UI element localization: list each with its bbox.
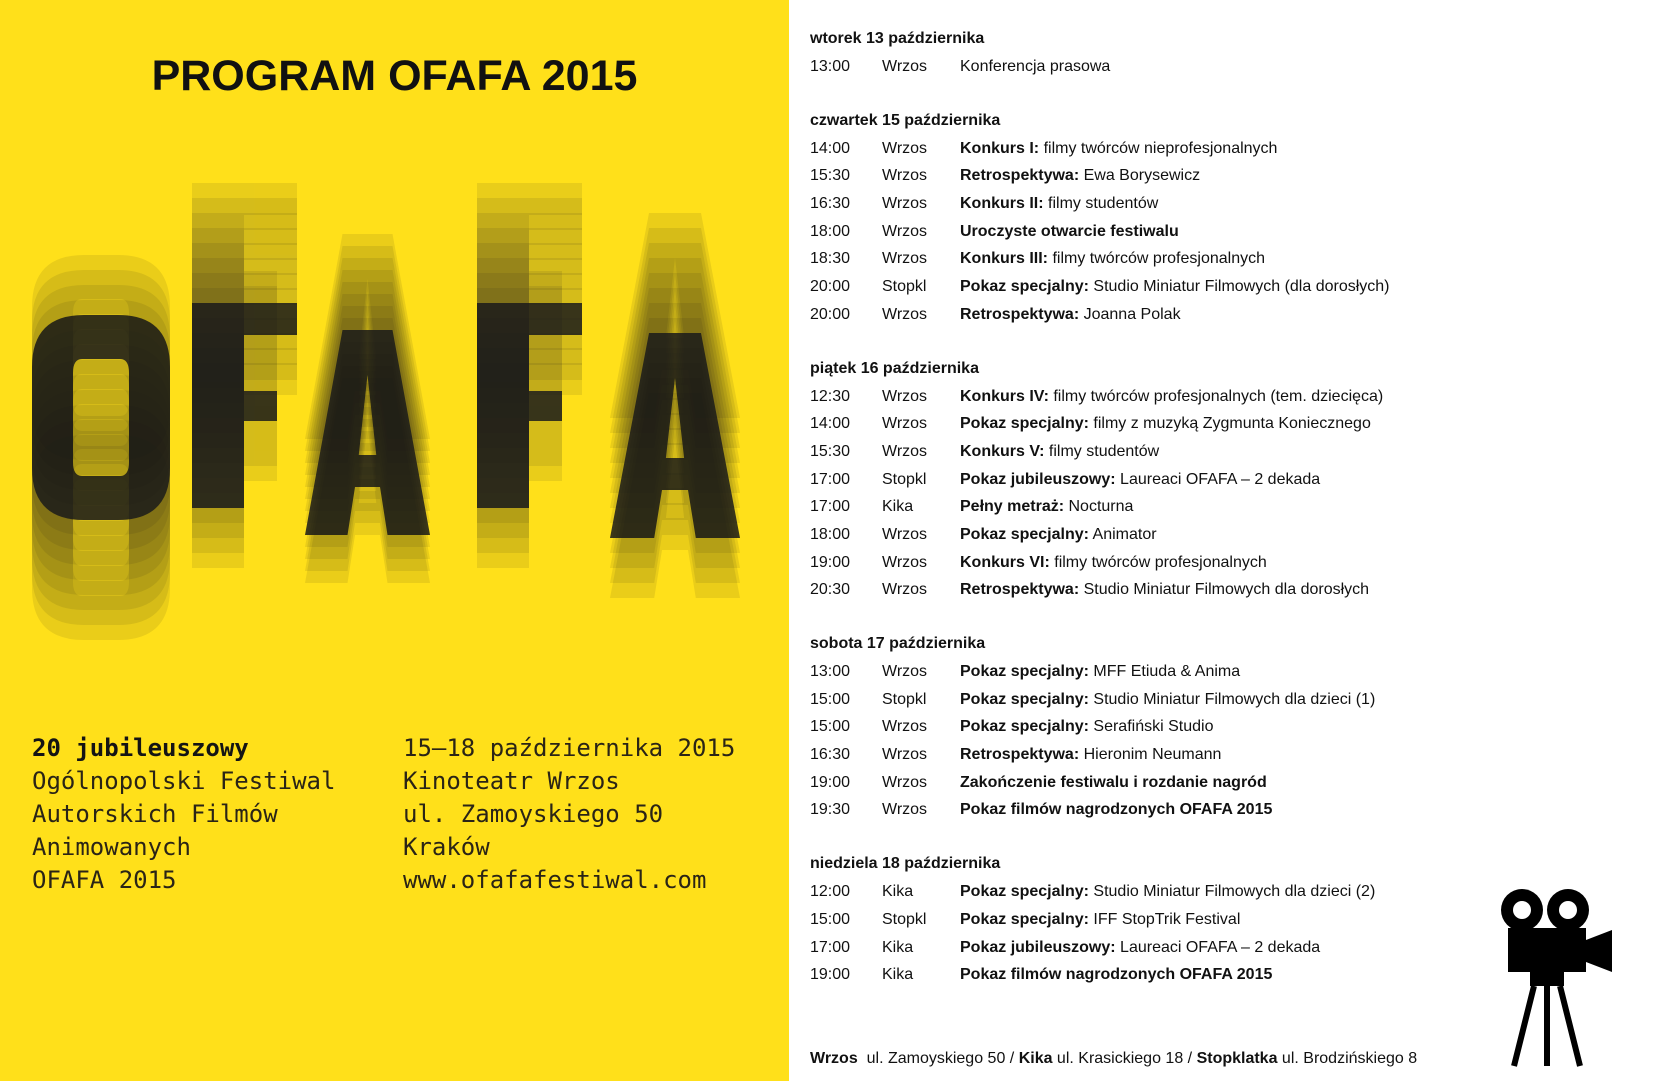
venue-name: Wrzos xyxy=(810,1050,858,1067)
event-title xyxy=(960,162,1200,190)
info_left-line: OFAFA 2015 xyxy=(32,866,177,894)
venue-address: ul. Brodzińskiego 8 xyxy=(1277,1050,1418,1067)
event-time: 14:00 xyxy=(810,415,851,433)
event-venue: Wrzos xyxy=(882,222,928,240)
day-heading: wtorek 13 października xyxy=(810,30,985,47)
event-description: filmy studentów xyxy=(1044,442,1160,460)
event-row xyxy=(810,383,1650,411)
event-title xyxy=(960,796,1272,824)
event-description: Studio Miniatur Filmowych dla dzieci (1) xyxy=(1088,690,1376,708)
venue-address: ul. Zamoyskiego 50 / xyxy=(857,1050,1019,1067)
event-title xyxy=(960,466,1320,494)
event-category: Konkurs II: xyxy=(960,195,1044,213)
event-venue: Wrzos xyxy=(882,139,928,157)
festival-location xyxy=(403,732,735,897)
event-category: Pokaz specjalny: xyxy=(960,525,1089,543)
event-title xyxy=(960,658,1240,686)
event-venue: Kika xyxy=(882,938,914,956)
event-title xyxy=(960,438,1159,466)
event-row xyxy=(810,301,1650,329)
event-row xyxy=(810,273,1650,301)
event-venue: Wrzos xyxy=(882,58,928,75)
event-category: Konkurs VI: xyxy=(960,553,1050,571)
event-title xyxy=(960,521,1157,549)
event-category: Pokaz specjalny: xyxy=(960,415,1089,433)
event-title xyxy=(960,713,1213,741)
event-title xyxy=(960,410,1371,438)
event-row xyxy=(810,245,1650,273)
info_right-line: Kraków xyxy=(403,833,490,861)
event-category: Retrospektywa: xyxy=(960,581,1080,599)
event-time: 17:00 xyxy=(810,938,851,956)
event-title xyxy=(960,493,1133,521)
event-venue: Wrzos xyxy=(882,801,928,819)
event-category: Pokaz specjalny: xyxy=(960,278,1089,296)
schedule-day xyxy=(810,355,1650,605)
event-title xyxy=(960,218,1179,246)
event-category: Konkurs I: xyxy=(960,139,1040,157)
event-time: 15:00 xyxy=(810,910,851,928)
event-category: Pokaz jubileuszowy: xyxy=(960,938,1116,956)
day-heading: czwartek 15 października xyxy=(810,111,1001,129)
event-time: 16:30 xyxy=(810,195,851,213)
schedule-day xyxy=(810,630,1650,824)
event-row xyxy=(810,135,1650,163)
event-description: Joanna Polak xyxy=(1079,305,1181,323)
event-time: 18:00 xyxy=(810,525,851,543)
event-description: MFF Etiuda & Anima xyxy=(1088,663,1241,680)
event-description: filmy twórców profesjonalnych xyxy=(1049,553,1267,571)
event-venue: Wrzos xyxy=(882,663,928,680)
info_right-line: www.ofafafestiwal.com xyxy=(403,866,707,894)
event-title xyxy=(960,135,1277,163)
event-time: 12:30 xyxy=(810,387,851,405)
event-time: 20:00 xyxy=(810,278,851,296)
event-description: Konferencja prasowa xyxy=(960,58,1111,75)
day-heading: niedziela 18 października xyxy=(810,855,1001,873)
event-category: Pokaz specjalny: xyxy=(960,663,1089,680)
event-description: Nocturna xyxy=(1064,498,1134,516)
event-row xyxy=(810,438,1650,466)
schedule-day xyxy=(810,107,1650,329)
event-venue: Wrzos xyxy=(882,195,928,213)
event-title xyxy=(960,576,1369,604)
event-time: 14:00 xyxy=(810,139,851,157)
event-description: filmy twórców profesjonalnych (tem. dziecięca) xyxy=(1048,387,1384,405)
event-time: 15:00 xyxy=(810,690,851,708)
event-category: Pokaz jubileuszowy: xyxy=(960,470,1116,488)
event-row xyxy=(810,796,1650,824)
event-category: Retrospektywa: xyxy=(960,305,1080,323)
event-venue: Wrzos xyxy=(882,415,928,433)
venue-name: Stopklatka xyxy=(1196,1050,1278,1067)
info_left-line: Animowanych xyxy=(32,833,191,861)
event-row xyxy=(810,218,1650,246)
event-time: 19:00 xyxy=(810,553,851,571)
event-category: Pokaz specjalny: xyxy=(960,910,1089,928)
event-time: 19:00 xyxy=(810,966,851,984)
event-title xyxy=(960,190,1158,218)
event-venue: Wrzos xyxy=(882,746,928,764)
event-row xyxy=(810,713,1650,741)
event-category: Konkurs III: xyxy=(960,250,1049,268)
film-camera-icon xyxy=(1500,880,1620,1070)
schedule xyxy=(810,25,1650,1015)
event-row xyxy=(810,658,1650,686)
info_left-line: Autorskich Filmów xyxy=(32,800,278,828)
event-description: IFF StopTrik Festival xyxy=(1088,910,1241,928)
event-row xyxy=(810,576,1650,604)
event-row xyxy=(810,686,1650,714)
event-venue: Wrzos xyxy=(882,553,928,571)
event-description: filmy z muzyką Zygmunta Koniecznego xyxy=(1088,415,1371,433)
event-time: 15:00 xyxy=(810,718,851,736)
event-venue: Wrzos xyxy=(882,525,928,543)
event-description: Serafiński Studio xyxy=(1088,718,1214,736)
event-time: 16:30 xyxy=(810,746,851,764)
event-title xyxy=(960,769,1267,797)
info_left-line: Ogólnopolski Festiwal xyxy=(32,767,336,795)
event-category: Retrospektywa: xyxy=(960,746,1080,764)
event-title xyxy=(960,53,1110,81)
venue-footer xyxy=(810,1050,1417,1068)
venue-name: Kika xyxy=(1018,1050,1053,1067)
event-venue: Stopkl xyxy=(882,690,927,708)
event-time: 20:00 xyxy=(810,305,851,323)
event-description: Studio Miniatur Filmowych (dla dorosłych) xyxy=(1088,278,1390,296)
event-time: 13:00 xyxy=(810,663,851,680)
event-venue: Kika xyxy=(882,498,914,516)
event-row xyxy=(810,53,1650,81)
event-description: filmy twórców nieprofesjonalnych xyxy=(1039,139,1278,157)
event-time: 13:00 xyxy=(810,58,851,75)
event-venue: Stopkl xyxy=(882,278,927,296)
event-category: Pełny metraż: xyxy=(960,498,1065,516)
event-title xyxy=(960,961,1272,989)
event-category: Pokaz specjalny: xyxy=(960,718,1089,736)
info_right-line: Kinoteatr Wrzos xyxy=(403,767,620,795)
event-description: Studio Miniatur Filmowych dla dzieci (2) xyxy=(1088,883,1376,901)
event-title xyxy=(960,273,1390,301)
event-title xyxy=(960,934,1320,962)
poster-panel xyxy=(0,0,789,1081)
info_left-line: 20 jubileuszowy xyxy=(32,734,249,762)
event-row xyxy=(810,466,1650,494)
event-venue: Kika xyxy=(882,966,914,984)
event-row xyxy=(810,549,1650,577)
event-time: 19:30 xyxy=(810,801,851,819)
event-venue: Stopkl xyxy=(882,910,927,928)
day-heading: sobota 17 października xyxy=(810,635,986,652)
event-title xyxy=(960,906,1240,934)
event-time: 18:30 xyxy=(810,250,851,268)
event-category: Zakończenie festiwalu i rozdanie nagród xyxy=(960,773,1267,791)
event-venue: Wrzos xyxy=(882,387,928,405)
event-time: 20:30 xyxy=(810,581,851,599)
event-venue: Kika xyxy=(882,883,914,901)
event-description: Animator xyxy=(1088,525,1157,543)
event-time: 15:30 xyxy=(810,442,851,460)
event-title xyxy=(960,549,1267,577)
event-time: 19:00 xyxy=(810,773,851,791)
event-row xyxy=(810,493,1650,521)
event-venue: Wrzos xyxy=(882,581,928,599)
event-title xyxy=(960,878,1375,906)
event-row xyxy=(810,741,1650,769)
day-heading: piątek 16 października xyxy=(810,359,979,377)
event-category: Retrospektywa: xyxy=(960,167,1080,185)
event-category: Konkurs V: xyxy=(960,442,1045,460)
info_right-line: ul. Zamoyskiego 50 xyxy=(403,800,664,828)
event-category: Pokaz filmów nagrodzonych OFAFA 2015 xyxy=(960,966,1273,984)
logo-letter-f xyxy=(192,363,297,568)
schedule-day xyxy=(810,25,1650,81)
event-category: Pokaz filmów nagrodzonych OFAFA 2015 xyxy=(960,801,1273,819)
event-time: 17:00 xyxy=(810,470,851,488)
event-venue: Wrzos xyxy=(882,442,928,460)
event-category: Pokaz specjalny: xyxy=(960,690,1089,708)
event-time: 15:30 xyxy=(810,167,851,185)
event-venue: Wrzos xyxy=(882,718,928,736)
event-description: filmy twórców profesjonalnych xyxy=(1048,250,1265,268)
event-row xyxy=(810,162,1650,190)
festival-description xyxy=(32,732,335,897)
event-title xyxy=(960,741,1221,769)
event-venue: Stopkl xyxy=(882,470,927,488)
event-description: Laureaci OFAFA – 2 dekada xyxy=(1115,938,1321,956)
event-description: Hieronim Neumann xyxy=(1079,746,1222,764)
event-venue: Wrzos xyxy=(882,167,928,185)
event-description: Ewa Borysewicz xyxy=(1079,167,1201,185)
event-row xyxy=(810,410,1650,438)
event-title xyxy=(960,301,1181,329)
event-time: 17:00 xyxy=(810,498,851,516)
event-venue: Wrzos xyxy=(882,250,928,268)
page-title: PROGRAM OFAFA 2015 xyxy=(151,52,638,100)
event-title xyxy=(960,383,1383,411)
event-description: Studio Miniatur Filmowych dla dorosłych xyxy=(1079,581,1370,599)
event-title xyxy=(960,245,1265,273)
venue-address: ul. Krasickiego 18 / xyxy=(1052,1050,1197,1067)
event-category: Konkurs IV: xyxy=(960,387,1049,405)
event-time: 18:00 xyxy=(810,222,851,240)
event-row xyxy=(810,190,1650,218)
event-category: Pokaz specjalny: xyxy=(960,883,1089,901)
logo-letter-f xyxy=(477,363,582,568)
event-description: filmy studentów xyxy=(1043,195,1159,213)
event-time: 12:00 xyxy=(810,883,851,901)
ofafa-logo-layers xyxy=(32,183,740,640)
ofafa-logo xyxy=(0,0,789,1081)
event-row xyxy=(810,521,1650,549)
event-category: Uroczyste otwarcie festiwalu xyxy=(960,222,1179,240)
info_right-line: 15–18 października 2015 xyxy=(403,734,736,762)
event-venue: Wrzos xyxy=(882,773,928,791)
event-venue: Wrzos xyxy=(882,305,928,323)
event-description: Laureaci OFAFA – 2 dekada xyxy=(1115,470,1321,488)
event-title xyxy=(960,686,1375,714)
event-row xyxy=(810,769,1650,797)
